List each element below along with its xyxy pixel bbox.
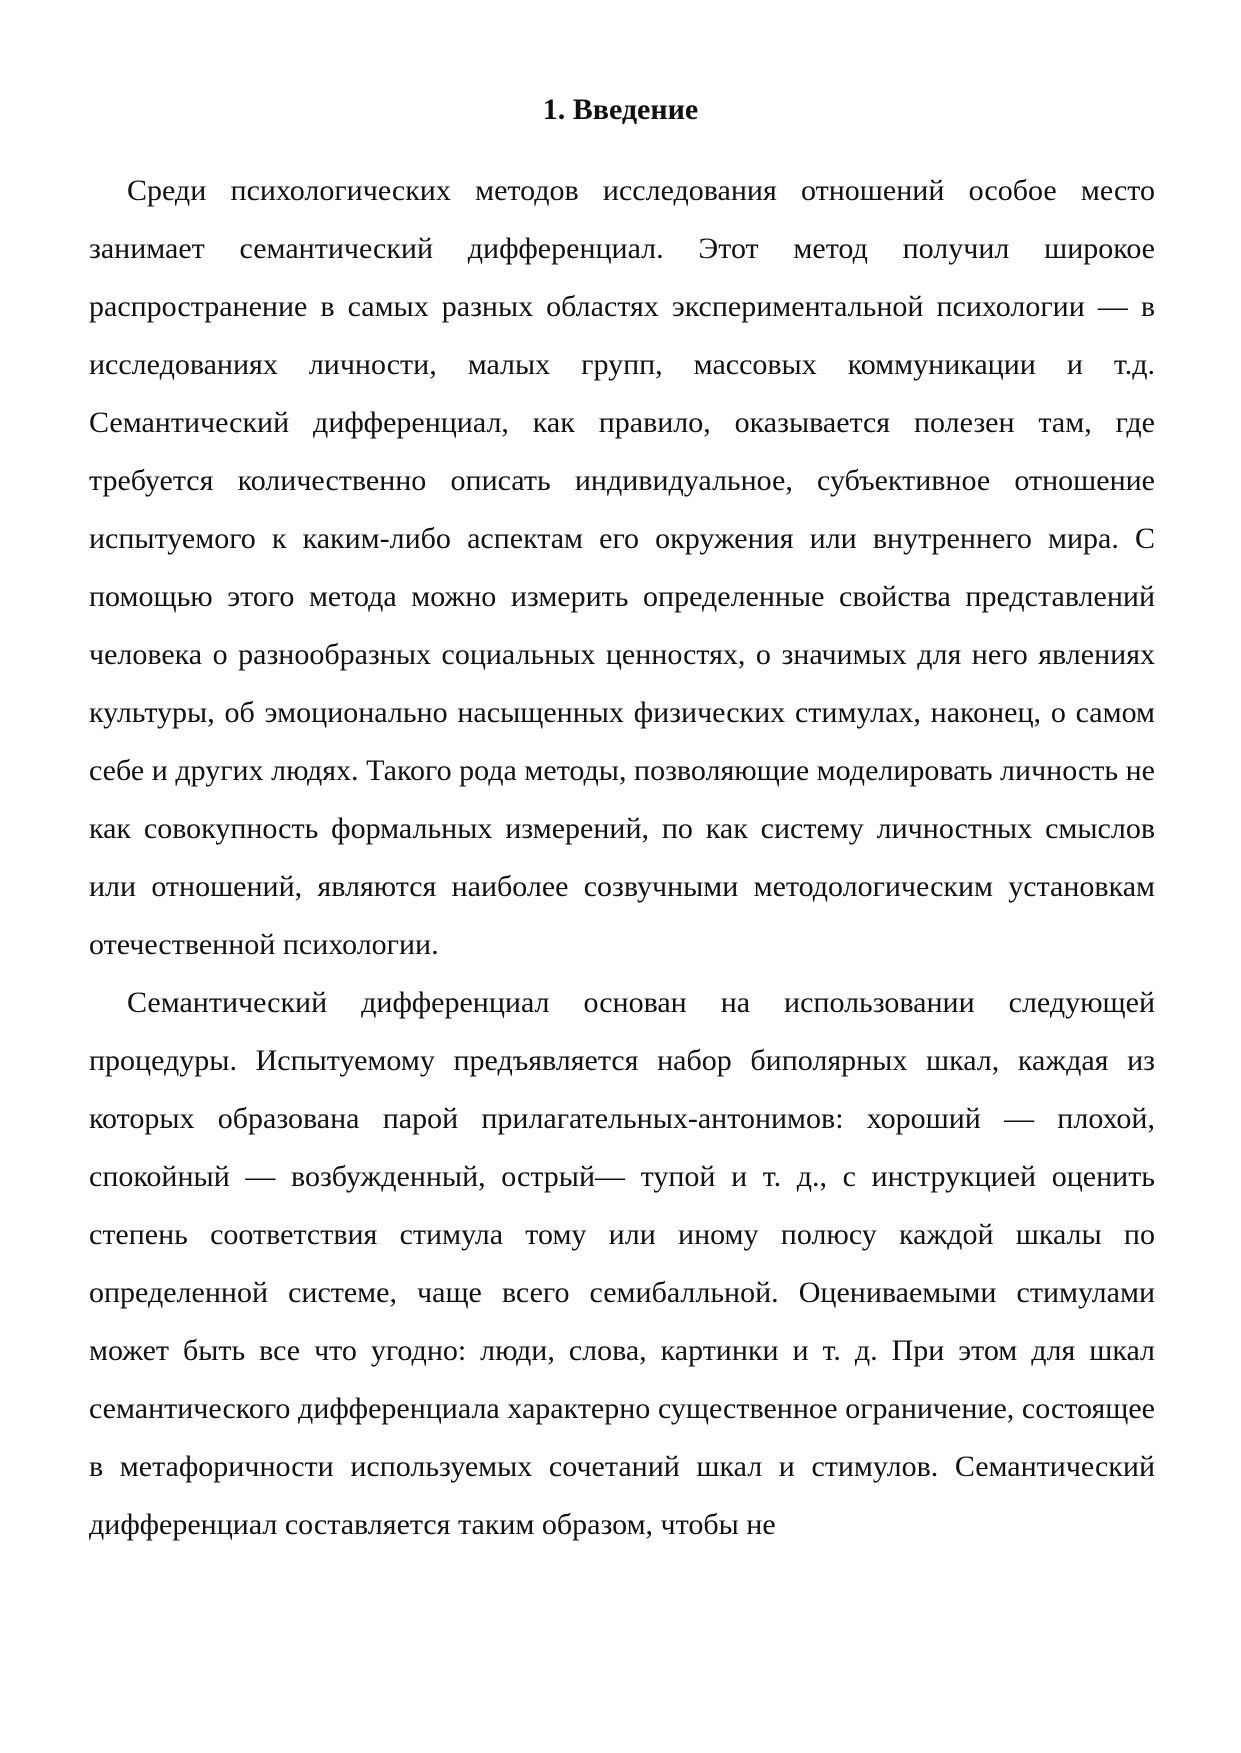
body-text bbox=[89, 162, 1155, 1554]
paragraph-1: Среди психологических методов исследования отношений особое место занимает семантический дифференциал. Этот метод получил широкое распространение в самых разных областях экспериментальной психологии — в исследованиях личности, малых групп, массовых коммуникации и т.д. Семантический дифференциал, как правило, оказывается полезен там, где требуется количественно описать индивидуальное, субъективное отношение испытуемого к каким-либо аспектам его окружения или внутреннего мира. С помощью этого метода можно измерить определенные свойства представлений человека о разнообразных социальных ценностях, о значимых для него явлениях культуры, об эмоционально насыщенных физических стимулах, наконец, о самом себе и других людях. Такого рода методы, позволяющие моделировать личность не как совокупность формальных измерений, по как систему личностных смыслов или отношений, являются наиболее созвучными методологическим установкам отечественной психологии. bbox=[89, 174, 1155, 961]
section-title: 1. Введение bbox=[542, 93, 699, 126]
paragraph-2: Семантический дифференциал основан на использовании следующей процедуры. Испытуемому предъявляется набор биполярных шкал, каждая из которых образована парой прилагательных-антонимов: хороший — плохой, спокойный — возбужденный, острый— тупой и т. д., с инструкцией оценить степень соответствия стимула тому или иному полюсу каждой шкалы по определенной системе, чаще всего семибалльной. Оцениваемыми стимулами может быть все что угодно: люди, слова, картинки и т. д. При этом для шкал семантического дифференциала характерно существенное ограничение, состоящее в метафоричности используемых сочетаний шкал и стимулов. Семантический дифференциал составляется таким образом, чтобы не bbox=[89, 986, 1155, 1541]
